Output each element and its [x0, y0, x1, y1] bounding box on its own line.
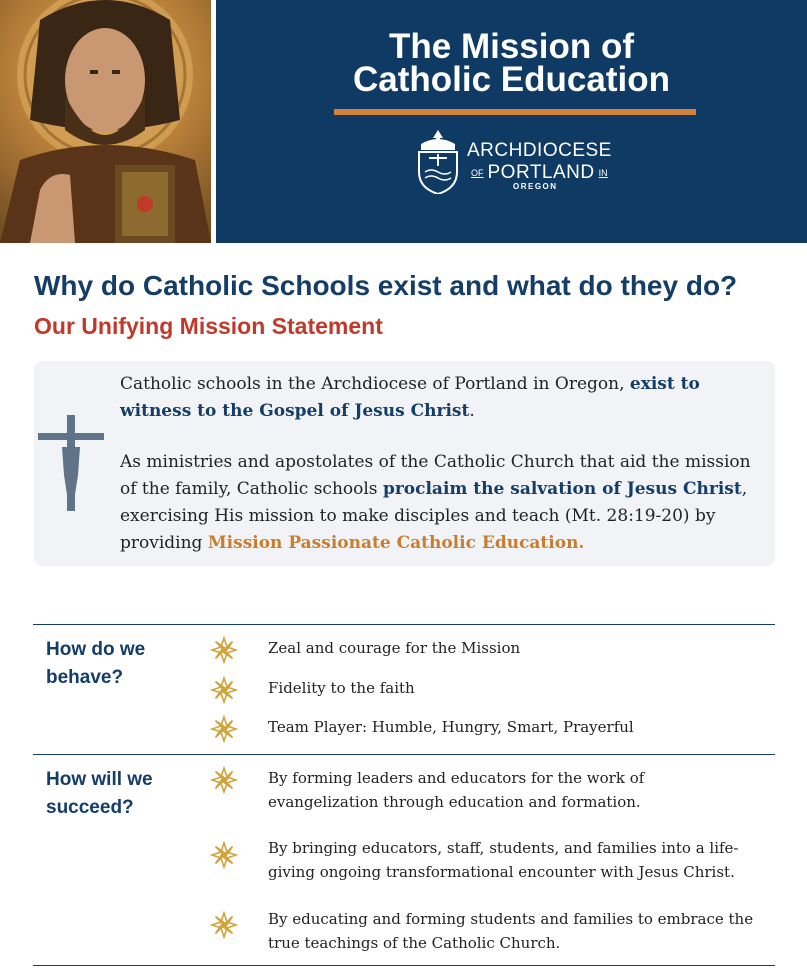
- section-divider: [33, 965, 775, 966]
- title-underline: [334, 109, 696, 115]
- archdiocese-crest-icon: [413, 128, 463, 194]
- section-divider: [33, 624, 775, 625]
- star-bullet-icon: [210, 715, 238, 743]
- title-banner: [216, 0, 807, 243]
- star-bullet-icon: [210, 766, 238, 794]
- behave-label: How do we behave?: [46, 639, 146, 688]
- page-title: The Mission of Catholic Education: [353, 27, 670, 99]
- behave-item: Fidelity to the faith: [268, 679, 415, 697]
- mission-paragraph-1: Catholic schools in the Archdiocese of Portland in Oregon, exist to witness to the Gospel of Jesus Christ.: [120, 374, 700, 421]
- star-bullet-icon: [210, 676, 238, 704]
- behave-item: Zeal and courage for the Mission: [268, 639, 521, 657]
- mission-statement-box: [34, 361, 775, 566]
- succeed-label: How will we succeed?: [46, 769, 153, 818]
- christ-pantocrator-image: [0, 0, 211, 243]
- christ-icon-illustration: [0, 0, 211, 243]
- mission-statement-heading: Our Unifying Mission Statement: [34, 313, 383, 339]
- star-bullet-icon: [210, 911, 238, 939]
- succeed-item: By bringing educators, staff, students, and families into a life-giving ongoing transformational encounter with Jesus Christ.: [268, 839, 739, 881]
- section-divider: [33, 754, 775, 755]
- succeed-item: By forming leaders and educators for the work of evangelization through education and formation.: [268, 769, 645, 811]
- header: [0, 0, 807, 243]
- mission-statement-text: [120, 371, 760, 557]
- archdiocese-logo: ARCHDIOCESE OF PORTLAND IN OREGON: [413, 126, 623, 198]
- crucifix-icon: [38, 415, 104, 511]
- mission-paragraph-2: As ministries and apostolates of the Catholic Church that aid the mission of the family, Catholic schools proclaim the salvation of Jesus Christ, exercising His mission to make disciples and teach (Mt. 28:19-20) by providing Mission Passionate Catholic Education.: [120, 452, 751, 553]
- succeed-item: By educating and forming students and families to embrace the true teachings of the Catholic Church.: [268, 910, 754, 952]
- star-bullet-icon: [210, 636, 238, 664]
- star-bullet-icon: [210, 841, 238, 869]
- behave-item: Team Player: Humble, Hungry, Smart, Prayerful: [268, 718, 634, 736]
- section-question: Why do Catholic Schools exist and what do they do?: [34, 270, 738, 301]
